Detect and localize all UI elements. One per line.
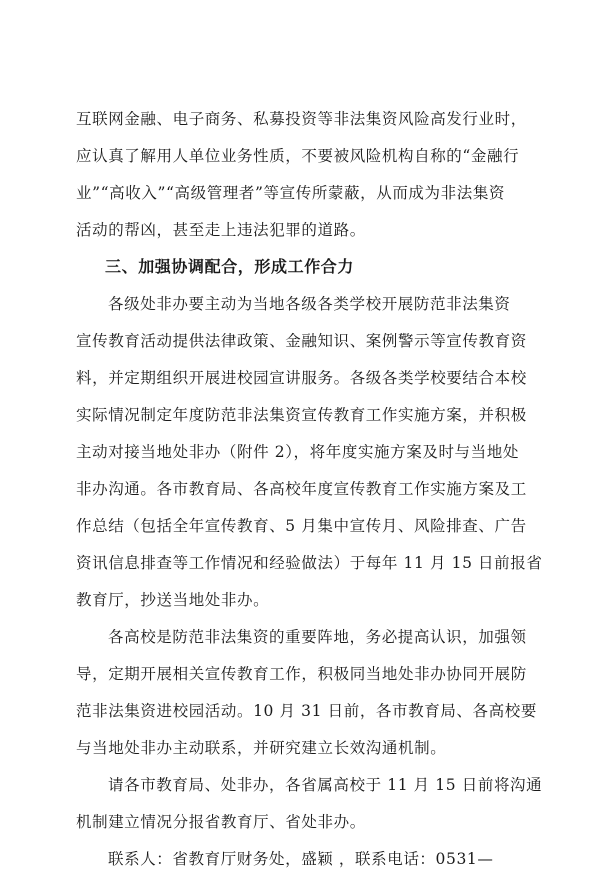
text-line-6: 各级处非办要主动为当地各级各类学校开展防范非法集资 (108, 295, 511, 313)
contact-line: 联系人：省教育厅财务处，盛颖 ，联系电话：0531— (108, 850, 494, 868)
text-line-20: 机制建立情况分报省教育厅、省处非办。 (76, 813, 366, 831)
text-line-3: 业”“高收入”“高级管理者”等宣传所蒙蔽，从而成为非法集资 (76, 184, 506, 202)
text-line-4: 活动的帮凶，甚至走上违法犯罪的道路。 (76, 221, 366, 239)
text-line-7: 宣传教育活动提供法律政策、金融知识、案例警示等宣传教育资 (76, 332, 527, 350)
text-line-10: 主动对接当地处非办（附件 2），将年度实施方案及时与当地处 (76, 443, 519, 461)
text-line-19: 请各市教育局、处非办，各省属高校于 11 月 15 日前将沟通 (108, 776, 543, 794)
text-line-14: 教育厅，抄送当地处非办。 (76, 591, 270, 609)
text-line-18: 与当地处非办主动联系，并研究建立长效沟通机制。 (76, 739, 447, 757)
text-line-13: 资讯信息排查等工作情况和经验做法）于每年 11 月 15 日前报省 (76, 554, 543, 572)
text-line-16: 导，定期开展相关宣传教育工作，积极同当地处非办协同开展防 (76, 665, 527, 683)
text-line-8: 料，并定期组织开展进校园宣讲服务。各级各类学校要结合本校 (76, 369, 527, 387)
text-line-1: 互联网金融、电子商务、私募投资等非法集资风险高发行业时， (76, 110, 527, 128)
text-line-15: 各高校是防范非法集资的重要阵地，务必提高认识，加强领 (108, 628, 527, 646)
section-heading: 三、加强协调配合，形成工作合力 (105, 257, 355, 276)
text-line-17: 范非法集资进校园活动。10 月 31 日前，各市教育局、各高校要 (76, 702, 537, 720)
text-line-12: 作总结（包括全年宣传教育、5 月集中宣传月、风险排查、广告 (76, 517, 527, 535)
text-line-9: 实际情况制定年度防范非法集资宣传教育工作实施方案，并积极 (76, 406, 527, 424)
text-line-11: 非办沟通。各市教育局、各高校年度宣传教育工作实施方案及工 (76, 480, 527, 498)
text-line-2: 应认真了解用人单位业务性质，不要被风险机构自称的“金融行 (76, 147, 520, 165)
